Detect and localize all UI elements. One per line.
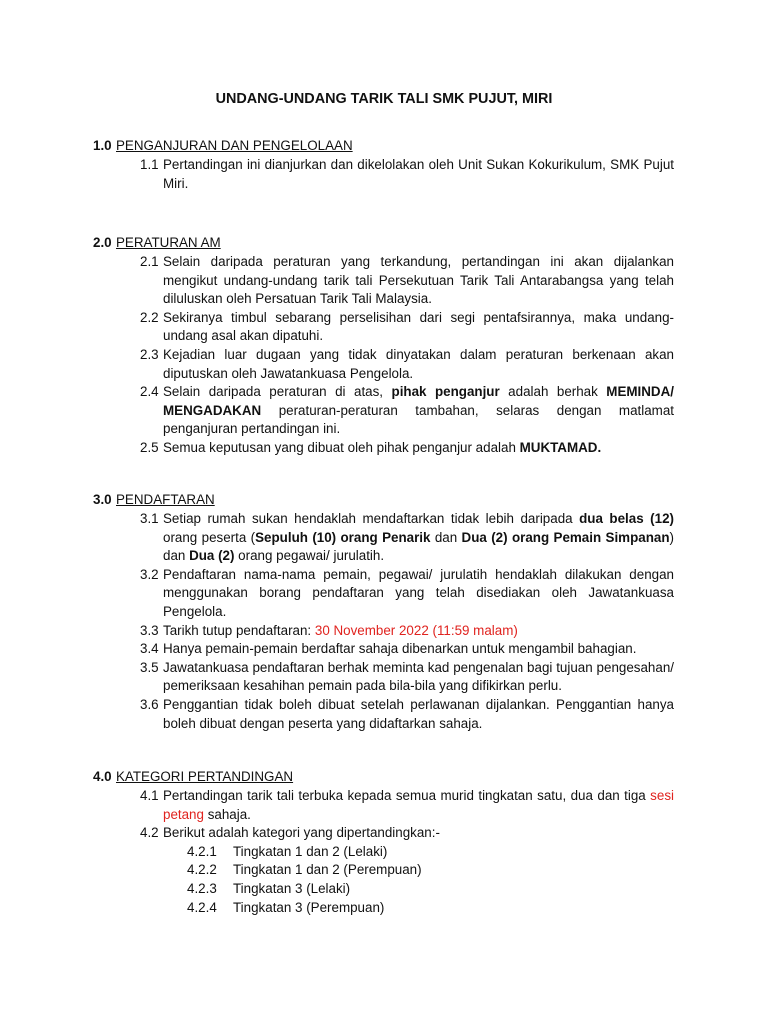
text-fragment: ) dan	[163, 529, 674, 564]
document-title: UNDANG-UNDANG TARIK TALI SMK PUJUT, MIRI	[215, 91, 553, 107]
rule-number: 2.5	[140, 439, 159, 455]
rule-item	[0, 622, 768, 641]
bold-text: Dua (2)	[189, 548, 235, 564]
rule-text: Sekiranya timbul sebarang perselisihan dari segi pentafsirannya, maka undang-undang asal akan dipatuhi.	[163, 309, 674, 344]
section-heading	[0, 768, 768, 787]
rule-text: Selain daripada peraturan yang terkandung, pertandingan ini akan dijalankan mengikut undang-undang tarik tali Persekutuan Tarik Tali Antarabangsa yang telah diluluskan oleh Persatuan Tarik Tali Malaysia.	[163, 254, 674, 307]
rule-number: 4.1	[140, 788, 159, 803]
rule-item	[0, 566, 768, 622]
closing-date: 30 November 2022 (11:59 malam)	[314, 622, 518, 638]
rule-item	[0, 439, 768, 458]
rule-number: 2.1	[140, 254, 159, 269]
text-fragment: Selain daripada peraturan di atas,	[163, 384, 392, 400]
rule-number: 2.2	[140, 309, 159, 325]
rule-number: 3.3	[140, 622, 159, 638]
rule-text: Hanya pemain-pemain berdaftar sahaja dibenarkan untuk mengambil bahagian.	[163, 641, 637, 657]
section-penganjuran	[0, 137, 768, 193]
rule-text: Pendaftaran nama-nama pemain, pegawai/ jurulatih hendaklah dilakukan dengan menggunakan borang pendaftaran yang telah disediakan oleh Jawatankuasa Pengelola.	[163, 566, 674, 619]
rule-text: Penggantian tidak boleh dibuat setelah perlawanan dijalankan. Penggantian hanya boleh dibuat dengan peserta yang didaftarkan sahaja.	[163, 696, 674, 731]
category-label: Tingkatan 3 (Perempuan)	[233, 899, 385, 915]
section-title: PENGANJURAN DAN PENGELOLAAN	[116, 138, 353, 153]
rule-item	[0, 696, 768, 733]
rule-text	[163, 383, 674, 439]
text-fragment: sahaja.	[203, 806, 251, 822]
category-number: 4.2.4	[187, 899, 217, 915]
rule-number: 4.2	[140, 825, 159, 841]
category-label: Tingkatan 3 (Lelaki)	[233, 880, 351, 896]
rule-text	[163, 622, 674, 641]
text-fragment: adalah berhak	[499, 384, 607, 400]
rule-number: 2.3	[140, 346, 159, 362]
rule-text: Kejadian luar dugaan yang tidak dinyatakan dalam peraturan berkenaan akan diputuskan oleh Jawatankuasa Pengelola.	[163, 346, 674, 381]
section-number: 1.0	[93, 138, 112, 153]
section-kategori	[0, 768, 768, 917]
session-highlight: sesi petang	[163, 788, 674, 822]
section-title: KATEGORI PERTANDINGAN	[116, 769, 294, 784]
section-number: 2.0	[93, 235, 112, 250]
bold-text: dua belas (12)	[579, 511, 674, 526]
category-number: 4.2.3	[187, 880, 217, 896]
rule-number: 3.5	[140, 659, 159, 675]
text-fragment: Semua keputusan yang dibuat oleh pihak penganjur adalah	[163, 439, 520, 455]
rule-item	[0, 640, 768, 659]
bold-text: pihak penganjur	[391, 384, 500, 400]
rule-text	[163, 787, 674, 824]
bold-text: MUKTAMAD.	[519, 439, 602, 455]
section-heading	[0, 491, 768, 510]
rule-item	[0, 659, 768, 696]
bold-text: MEMINDA/ MENGADAKAN	[163, 384, 674, 418]
rule-number: 3.2	[140, 566, 159, 582]
rule-text	[163, 510, 674, 566]
rule-item	[0, 383, 768, 439]
rule-number: 3.6	[140, 696, 159, 712]
category-item	[0, 843, 768, 862]
section-heading	[0, 137, 768, 156]
rule-item	[0, 156, 768, 193]
category-number: 4.2.2	[187, 862, 217, 878]
rule-text	[163, 439, 674, 458]
rule-text: Jawatankuasa pendaftaran berhak meminta kad pengenalan bagi tujuan pengesahan/ pemeriksaan kesahihan pemain pada bila-bila yang difikirkan perlu.	[163, 659, 674, 694]
section-heading	[0, 234, 768, 253]
category-item	[0, 880, 768, 899]
section-pendaftaran	[0, 491, 768, 733]
rule-item	[0, 510, 768, 566]
category-item	[0, 899, 768, 918]
rule-text: Berikut adalah kategori yang dipertandingkan:-	[163, 825, 440, 841]
section-peraturan-am	[0, 234, 768, 458]
section-title: PENDAFTARAN	[116, 492, 215, 507]
text-fragment: Pertandingan tarik tali terbuka kepada semua murid tingkatan satu, dua dan tiga	[163, 788, 651, 803]
category-label: Tingkatan 1 dan 2 (Lelaki)	[233, 843, 388, 859]
rule-text: Pertandingan ini dianjurkan dan dikelolakan oleh Unit Sukan Kokurikulum, SMK Pujut Miri.	[163, 157, 674, 191]
rule-number: 2.4	[140, 384, 159, 400]
rule-number: 3.4	[140, 641, 159, 657]
text-fragment: Tarikh tutup pendaftaran:	[163, 622, 315, 638]
rule-number: 3.1	[140, 511, 159, 526]
text-fragment: orang pegawai/ jurulatih.	[234, 548, 385, 564]
section-title: PERATURAN AM	[116, 235, 221, 250]
rule-item	[0, 824, 768, 843]
text-fragment: orang peserta (	[163, 529, 256, 545]
rule-item	[0, 309, 768, 346]
category-item	[0, 861, 768, 880]
section-number: 3.0	[93, 492, 112, 507]
category-label: Tingkatan 1 dan 2 (Perempuan)	[233, 862, 422, 878]
text-fragment: dan	[430, 529, 462, 545]
text-fragment: peraturan-peraturan tambahan, selaras dengan matlamat penganjuran pertandingan ini.	[163, 402, 674, 437]
bold-text: Sepuluh (10) orang Penarik	[255, 529, 431, 545]
rule-item	[0, 253, 768, 309]
rule-item	[0, 346, 768, 383]
rule-number: 1.1	[140, 157, 159, 172]
bold-text: Dua (2) orang Pemain Simpanan	[461, 529, 670, 545]
section-number: 4.0	[93, 769, 112, 784]
text-fragment: Setiap rumah sukan hendaklah mendaftarkan tidak lebih daripada	[163, 511, 580, 526]
rule-item	[0, 787, 768, 824]
category-number: 4.2.1	[187, 843, 217, 859]
